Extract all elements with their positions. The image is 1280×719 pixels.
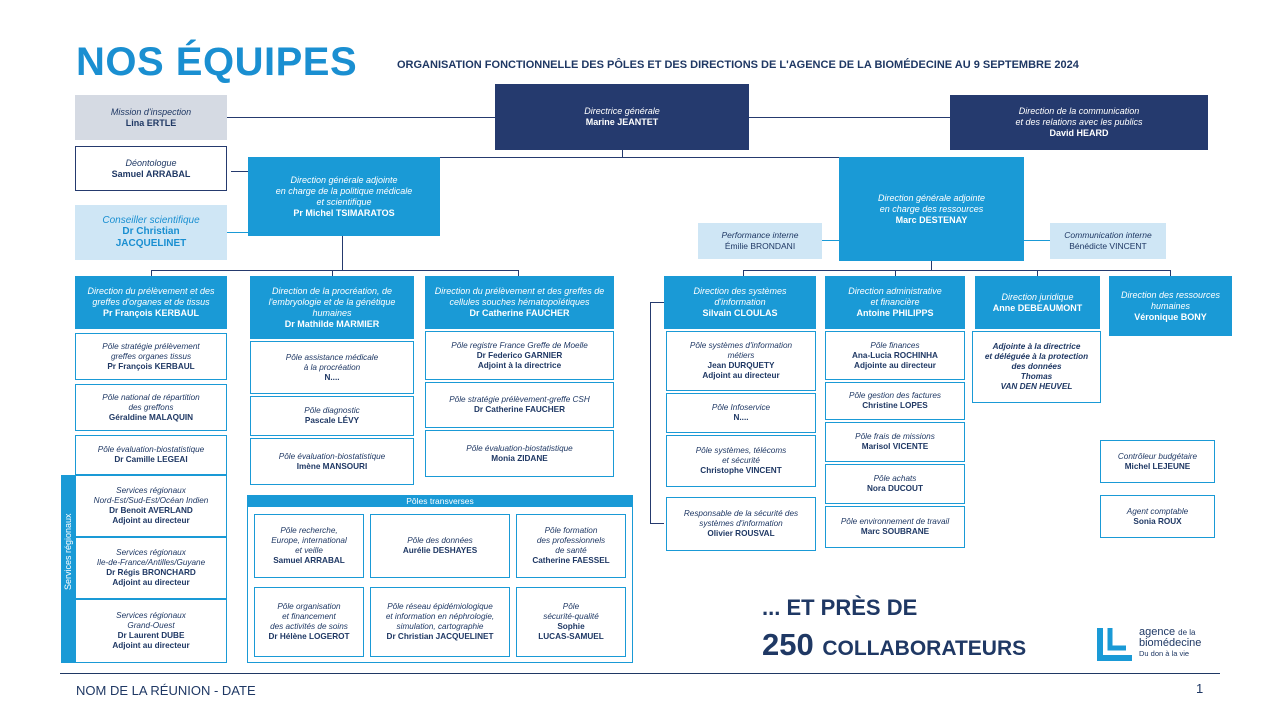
directrice-generale-box [495, 84, 749, 150]
role-label: Pôle évaluation-biostatistique [97, 445, 205, 454]
person-name: Émilie BRONDANI [724, 241, 796, 251]
role-label: Performance interne [721, 230, 799, 240]
closing-count [762, 627, 1026, 663]
page-number: 1 [1196, 681, 1204, 696]
staff-count: 250 [762, 627, 814, 662]
person-name: Anne DEBEAUMONT [992, 302, 1083, 313]
role-label: Conseiller scientifique [102, 215, 200, 226]
communication-interne-box [1050, 223, 1166, 259]
logo-line2: biomédecine [1139, 637, 1202, 649]
person-name: Dr Benoit AVERLAND Adjoint au directeur [109, 506, 193, 525]
pole-box [425, 382, 614, 428]
page-subtitle: ORGANISATION FONCTIONNELLE DES PÔLES ET DES DIRECTIONS DE L'AGENCE DE LA BIOMÉDECINE AU 9 SEPTEMBRE 2024 [397, 59, 1079, 71]
person-name: Olivier ROUSVAL [707, 529, 775, 538]
services-regionaux-label: Services régionaux [63, 513, 73, 590]
role-label: Direction administrative et financière [848, 286, 942, 307]
person-name: Lina ERTLE [125, 117, 177, 128]
role-label: Déontologue [125, 157, 177, 168]
pole-box [666, 497, 816, 551]
pole-box [75, 384, 227, 431]
pole-box [666, 393, 816, 433]
role-label: Pôle national de répartition des greffons [102, 392, 200, 412]
connector-line [743, 270, 1170, 271]
role-label: Pôle finances [870, 340, 920, 350]
person-name: David HEARD [1049, 128, 1109, 138]
person-name: Imène MANSOURI [296, 461, 368, 471]
pole-box [250, 438, 414, 485]
pole-box [825, 382, 965, 420]
pole-box [250, 396, 414, 436]
pole-box [75, 435, 227, 475]
person-name: Dr Christian JACQUELINET [386, 632, 494, 641]
logo-text [1139, 627, 1201, 659]
person-name: Aurélie DESHAYES [402, 546, 478, 555]
agent-comptable-box [1100, 495, 1215, 538]
person-name: Samuel ARRABAL [273, 556, 345, 565]
role-label: Direction juridique [1001, 291, 1074, 302]
pole-box [666, 435, 816, 487]
person-name: Antoine PHILIPPS [856, 308, 934, 318]
person-name: Ana-Lucia ROCHINHA Adjointe au directeur [852, 350, 938, 370]
role-label: Direction générale adjointe en charge des ressources [877, 192, 986, 214]
person-name: Sonia ROUX [1133, 516, 1182, 526]
person-name: Pr François KERBAUL [102, 308, 200, 318]
role-label: Pôle frais de missions [855, 432, 935, 441]
connector-line [227, 232, 248, 233]
role-label: Pôle recherche, Europe, international et veille [271, 526, 347, 555]
role-label: Responsable de la sécurité des systèmes d'information [683, 509, 799, 528]
role-label: Pôle systèmes d'information métiers [689, 341, 793, 360]
role-label: Pôle environnement de travail [840, 517, 950, 526]
pole-box [425, 331, 614, 380]
direction-si-box [664, 276, 816, 329]
role-label: Pôle réseau épidémiologique et information en néphrologie, simulation, cartographie [385, 602, 495, 631]
role-label: Communication interne [1064, 230, 1152, 240]
role-label: Direction générale adjointe en charge de la politique médicale et scientifique [275, 174, 413, 207]
person-name: Véronique BONY [1134, 311, 1207, 322]
connector-line [342, 236, 343, 270]
pole-transverse-box [254, 587, 364, 657]
connector-line [931, 261, 932, 270]
direction-administrative-box [825, 276, 965, 329]
person-name: Michel LEJEUNE [1124, 461, 1191, 471]
direction-ressources-humaines-box [1109, 276, 1232, 336]
role-label: Contrôleur budgétaire [1117, 451, 1198, 461]
connector-line [227, 117, 495, 118]
performance-interne-box [698, 223, 822, 259]
role-label: Services régionaux Ile-de-France/Antilles/Guyane [96, 548, 206, 567]
logo-line1b: de la [1178, 628, 1196, 637]
person-name: Monia ZIDANE [491, 453, 548, 463]
connector-line [151, 270, 518, 271]
pole-transverse-box [254, 514, 364, 578]
pole-transverse-box [370, 587, 510, 657]
role-label: Mission d'inspection [110, 106, 192, 117]
connector-line [231, 171, 248, 172]
pole-box [666, 331, 816, 391]
person-name: Adjointe à la directrice et déléguée à la protection des données Thomas VAN DEN HEUVEL [984, 342, 1089, 391]
role-label: Pôle diagnostic [304, 406, 360, 415]
controleur-budgetaire-box [1100, 440, 1215, 483]
role-label: Direction des systèmes d'information [693, 286, 787, 307]
role-label: Pôle assistance médicale à la procréation [285, 352, 379, 372]
person-name: Samuel ARRABAL [111, 168, 191, 179]
person-name: Pr François KERBAUL [107, 361, 195, 371]
person-name: Pascale LÉVY [304, 416, 360, 425]
person-name: Marine JEANTET [585, 117, 659, 127]
person-name: Nora DUCOUT [867, 484, 923, 493]
person-name: Marisol VICENTE [861, 442, 929, 451]
person-name: Dr Christian JACQUELINET [115, 226, 187, 249]
person-name: Pr Michel TSIMARATOS [293, 207, 395, 218]
role-label: Pôle achats [873, 474, 917, 483]
role-label: Direction des ressources humaines [1120, 289, 1221, 311]
person-name: Dr Catherine FAUCHER [474, 405, 565, 414]
dga-ressources-box [839, 157, 1024, 261]
role-label: Pôle organisation et financement des activités de soins [270, 602, 348, 631]
person-name: Marc DESTENAY [895, 214, 968, 225]
connector-line [1024, 240, 1050, 241]
poles-transverses-title: Pôles transverses [247, 495, 633, 507]
person-name: N.... [324, 372, 340, 382]
direction-prelevement-box [75, 276, 227, 329]
role-label: Directrice générale [584, 106, 660, 116]
pole-box [972, 331, 1101, 403]
pole-box [825, 506, 965, 548]
closing-line: ... ET PRÈS DE [762, 595, 918, 620]
pole-box [75, 537, 227, 599]
role-label: Services régionaux Grand-Ouest [116, 611, 186, 630]
role-label: Pôle évaluation-biostatistique [278, 451, 386, 461]
role-label: Pôle registre France Greffe de Moelle [451, 340, 588, 350]
role-label: Pôle gestion des factures [849, 391, 941, 400]
logo-tagline: Du don à la vie [1139, 649, 1190, 658]
person-name: Christophe VINCENT [700, 466, 782, 475]
role-label: Pôle évaluation-biostatistique [466, 443, 573, 453]
connector-line [822, 240, 839, 241]
role-label: Direction de la procréation, de l'embryologie et de la génétique humaines [268, 285, 396, 318]
person-name: Marc SOUBRANE [860, 527, 930, 536]
pole-box [75, 599, 227, 663]
role-label: Pôle stratégie prélèvement greffes organes tissus [102, 341, 200, 361]
person-name: N.... [733, 413, 749, 422]
person-name: Catherine FAESSEL [532, 556, 610, 565]
direction-cellules-souches-box [425, 276, 614, 329]
role-label: Pôle stratégie prélèvement-greffe CSH [449, 395, 590, 404]
direction-procreation-box [250, 276, 414, 339]
person-name: Dr Camille LEGEAI [114, 455, 188, 464]
connector-line [650, 523, 664, 524]
pole-box [250, 341, 414, 394]
pole-box [825, 464, 965, 504]
deontologue-box [75, 146, 227, 191]
person-name: Dr Federico GARNIER Adjoint à la directrice [476, 350, 563, 370]
pole-transverse-box [516, 587, 626, 657]
pole-box [75, 333, 227, 380]
connector-line [650, 302, 651, 524]
page-title: NOS ÉQUIPES [76, 40, 358, 84]
person-name: Dr Mathilde MARMIER [284, 318, 380, 329]
role-label: Pôle Infoservice [711, 403, 771, 412]
pole-box [825, 422, 965, 462]
role-label: Pôle systèmes, télécoms et sécurité [695, 446, 787, 465]
person-name: Dr Catherine FAUCHER [469, 308, 570, 318]
footer-divider [60, 673, 1220, 674]
connector-line [749, 117, 950, 118]
person-name: Silvain CLOULAS [702, 308, 778, 318]
direction-juridique-box [975, 276, 1100, 329]
pole-box [825, 331, 965, 380]
dga-politique-medicale-box [248, 157, 440, 236]
person-name: Sophie LUCAS-SAMUEL [538, 622, 604, 641]
agence-biomedecine-logo-icon [1096, 626, 1136, 662]
role-label: Pôle sécurité-qualité [543, 602, 599, 621]
person-name: Géraldine MALAQUIN [108, 412, 194, 422]
pole-transverse-box [516, 514, 626, 578]
role-label: Pôle des données [407, 536, 473, 545]
person-name: Dr Régis BRONCHARD Adjoint au directeur [106, 568, 196, 587]
person-name: Jean DURQUETY Adjoint au directeur [702, 361, 780, 380]
footer-meeting: NOM DE LA RÉUNION - DATE [76, 683, 256, 698]
staff-label: COLLABORATEURS [822, 637, 1027, 660]
role-label: Services régionaux Nord-Est/Sud-Est/Océan Indien [93, 486, 209, 505]
pole-box [425, 430, 614, 477]
direction-communication-box [950, 95, 1208, 150]
role-label: Direction du prélèvement et des greffes d'organes et de tissus [87, 286, 215, 307]
role-label: Pôle formation des professionnels de santé [536, 526, 606, 555]
role-label: Direction de la communication et des relations avec les publics [1015, 106, 1143, 127]
pole-box [75, 475, 227, 537]
person-name: Bénédicte VINCENT [1069, 241, 1147, 251]
role-label: Direction du prélèvement et des greffes de cellules souches hématopoïétiques [434, 286, 605, 307]
logo-line1: agence [1139, 626, 1176, 638]
mission-inspection-box [75, 95, 227, 140]
person-name: Dr Hélène LOGEROT [268, 632, 350, 641]
conseiller-scientifique-box [75, 205, 227, 260]
person-name: Dr Laurent DUBE Adjoint au directeur [112, 631, 190, 650]
connector-line [650, 302, 664, 303]
person-name: Christine LOPES [862, 401, 928, 410]
pole-transverse-box [370, 514, 510, 578]
role-label: Agent comptable [1126, 506, 1189, 516]
